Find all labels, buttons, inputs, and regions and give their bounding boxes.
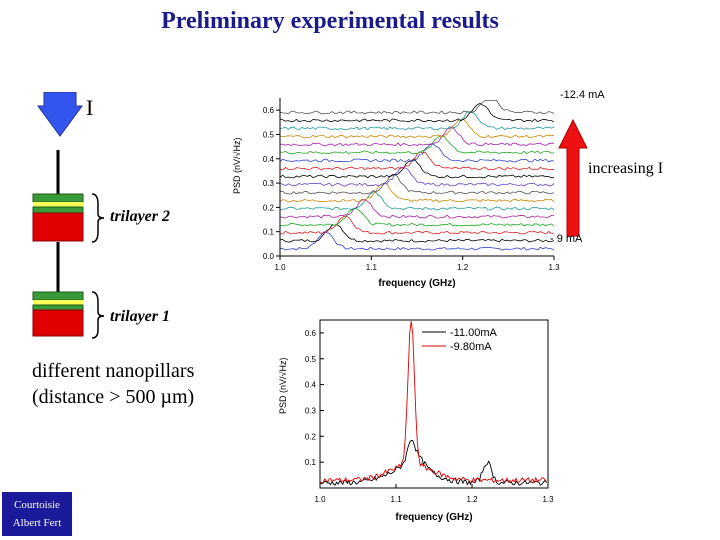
x-axis-label: frequency (GHz) xyxy=(378,278,456,289)
brace-icon xyxy=(92,194,104,242)
x-tick-label: 1.1 xyxy=(390,495,402,504)
y-tick-label: 0.5 xyxy=(262,130,274,140)
y-tick-label: 0.6 xyxy=(304,328,316,338)
series-line xyxy=(280,232,554,250)
x-tick-label: 1.2 xyxy=(457,263,469,272)
y-tick-label: 0.4 xyxy=(304,380,316,390)
credit-line-1: Courtoisie xyxy=(14,499,60,511)
nanopillars-note xyxy=(32,358,194,410)
y-tick-label: 0.6 xyxy=(262,106,274,116)
y-axis-label: PSD (nV/√Hz) xyxy=(232,137,242,194)
slide-title: Preliminary experimental results xyxy=(161,8,499,34)
trilayer-2-label: trilayer 2 xyxy=(110,208,170,225)
comparison-chart xyxy=(272,314,572,528)
series-line xyxy=(320,321,547,483)
nanopillars-line-2: (distance > 500 µm) xyxy=(32,386,195,408)
credit-line-2: Albert Fert xyxy=(12,517,62,529)
legend-series-1: -11.00mA xyxy=(450,327,497,339)
series-line xyxy=(280,120,554,138)
x-tick-label: 1.3 xyxy=(548,263,560,272)
y-tick-label: 0.3 xyxy=(262,179,274,189)
trilayer-1-label: trilayer 1 xyxy=(110,308,170,325)
y-tick-label: 0.3 xyxy=(304,406,316,416)
x-tick-label: 1.2 xyxy=(466,495,478,504)
y-axis-label: PSD (nV/√Hz) xyxy=(278,357,288,414)
y-tick-label: 0.1 xyxy=(262,227,274,237)
plot-frame xyxy=(320,320,548,488)
series-line xyxy=(280,216,554,234)
device-stack-diagram xyxy=(28,150,118,340)
current-arrow-icon xyxy=(36,92,84,140)
series-line xyxy=(280,100,554,113)
y-tick-label: 0.1 xyxy=(304,458,316,468)
x-tick-label: 1.1 xyxy=(365,263,377,272)
y-tick-label: 0.4 xyxy=(262,154,274,164)
legend xyxy=(422,327,498,353)
waterfall-chart xyxy=(232,86,612,292)
y-tick-label: 0.5 xyxy=(304,354,316,364)
current-label: I xyxy=(86,95,94,120)
series-line xyxy=(280,152,554,170)
y-tick-label: 0.2 xyxy=(262,203,274,213)
credit-box xyxy=(2,492,72,536)
trilayer-2-icon xyxy=(33,194,83,241)
increasing-label: increasing I xyxy=(588,160,664,177)
x-axis-label: frequency (GHz) xyxy=(395,512,473,523)
series-line xyxy=(320,441,547,486)
x-tick-label: 1.0 xyxy=(314,495,326,504)
series-line xyxy=(280,184,554,202)
bottom-curve-label: - 9 mA xyxy=(550,233,583,245)
top-curve-label: -12.4 mA xyxy=(560,89,605,101)
y-tick-label: 0.2 xyxy=(304,432,316,442)
y-tick-label: 0.0 xyxy=(262,252,274,261)
brace-icon xyxy=(92,292,104,338)
x-tick-label: 1.0 xyxy=(274,263,286,272)
legend-series-2: -9.80mA xyxy=(450,341,492,353)
x-tick-label: 1.3 xyxy=(542,495,554,504)
nanopillars-line-1: different nanopillars xyxy=(32,360,195,382)
trilayer-1-icon xyxy=(33,292,83,336)
series-line xyxy=(280,103,554,122)
